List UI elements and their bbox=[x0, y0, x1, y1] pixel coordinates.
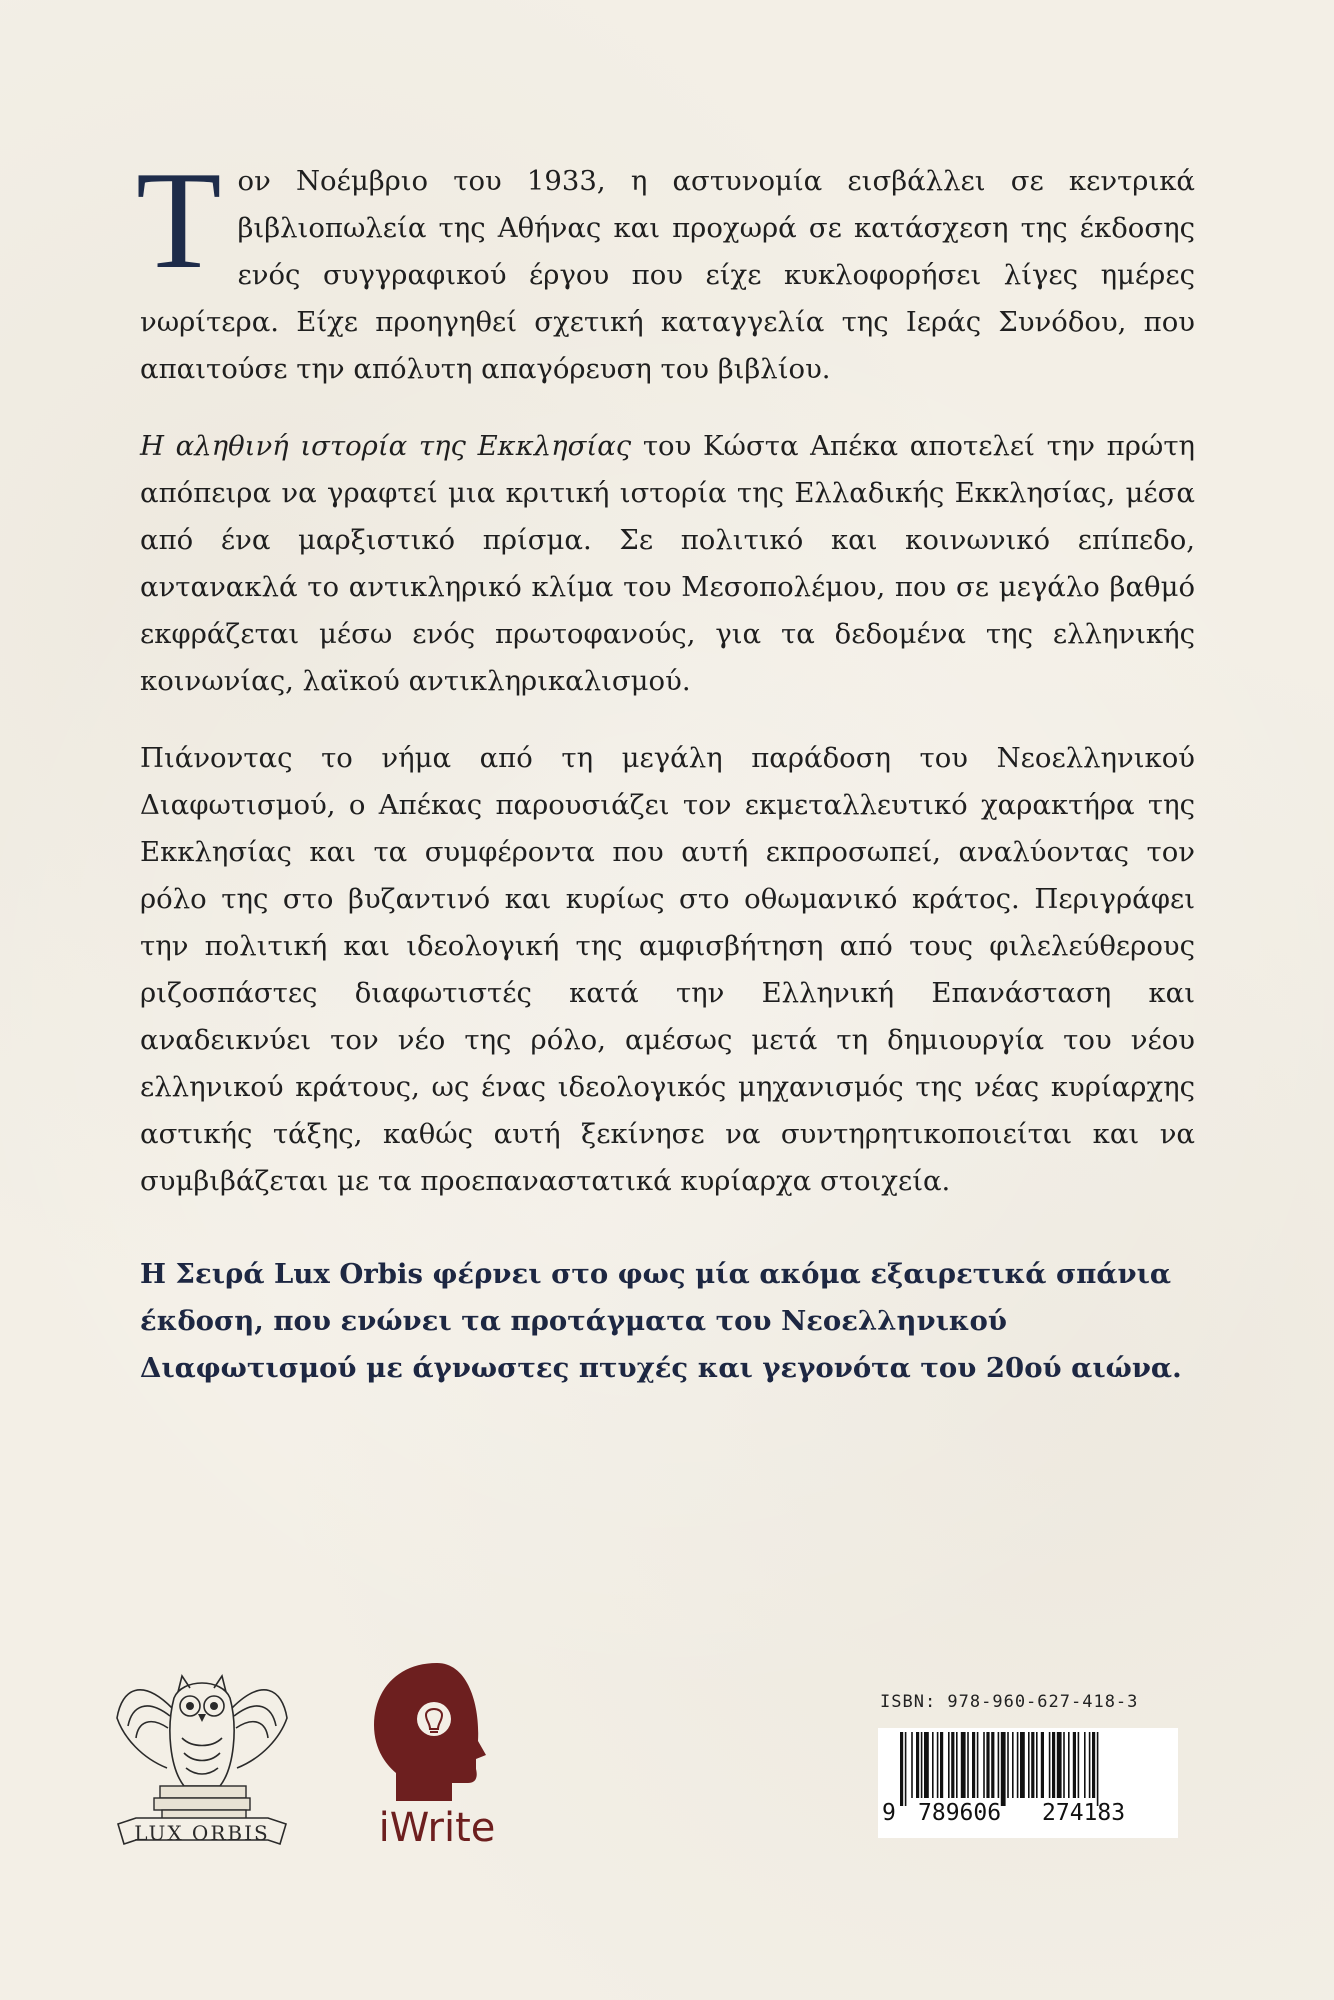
paragraph-2-text: του Κώστα Απέκα αποτελεί την πρώτη απόπειρα να γραφτεί μια κριτική ιστορία της Ελλαδικής Εκκλησίας, μέσα από ένα μαρξιστικό πρίσμα. Σε πολιτικό και κοινωνικό επίπεδο, αντανακλά το αντικληρικό κλίμα του Μεσοπολέμου, που σε μεγάλο βαθμό εκφράζεται μέσω ενός πρωτοφανούς, για τα δεδομένα της ελληνικής κοινωνίας, λαϊκού αντικληρικαλισμού. bbox=[140, 430, 1196, 697]
lux-orbis-label: LUX ORBIS bbox=[134, 1821, 270, 1845]
barcode-bar bbox=[951, 1732, 954, 1798]
barcode-bar bbox=[1049, 1732, 1051, 1798]
barcode-bar bbox=[967, 1732, 969, 1798]
barcode-bars bbox=[900, 1732, 1156, 1806]
isbn-label: ISBN: 978-960-627-418-3 bbox=[880, 1692, 1139, 1712]
barcode-bar bbox=[900, 1732, 903, 1806]
barcode-bar bbox=[924, 1732, 929, 1798]
barcode-bar bbox=[1012, 1732, 1014, 1798]
barcode-bar bbox=[905, 1732, 907, 1806]
barcode-bar bbox=[1057, 1732, 1062, 1798]
barcode-bar bbox=[911, 1732, 913, 1798]
barcode-bar bbox=[921, 1732, 923, 1798]
barcode-bar bbox=[972, 1732, 975, 1798]
lux-orbis-logo bbox=[112, 1648, 292, 1856]
barcode-digit-group-2: 274183 bbox=[1042, 1800, 1126, 1826]
barcode-bar bbox=[1097, 1732, 1099, 1806]
barcode-bar bbox=[1001, 1732, 1006, 1806]
series-statement: Η Σειρά Lux Orbis φέρνει στο φως μία ακόμα εξαιρετικά σπάνια έκδοση, που ενώνει τα προτάγματα του Νεοελληνικού Διαφωτισμού με άγνωστες πτυχές και γεγονότα του 20ού αιώνα. bbox=[140, 1258, 1182, 1384]
barcode-bar bbox=[1063, 1732, 1065, 1798]
barcode-bar bbox=[1031, 1732, 1034, 1798]
barcode-bar bbox=[961, 1732, 966, 1798]
barcode-bar bbox=[1089, 1732, 1091, 1798]
barcode-bar bbox=[916, 1732, 919, 1798]
barcode-bar bbox=[986, 1732, 989, 1798]
barcode-bar bbox=[983, 1732, 985, 1798]
barcode-digit-group-1: 789606 bbox=[918, 1800, 1002, 1826]
barcode-bar bbox=[1068, 1732, 1070, 1798]
book-title-italic: Η αληθινή ιστορία της Εκκλησίας bbox=[140, 430, 632, 462]
barcode-bar bbox=[1036, 1732, 1038, 1798]
barcode-bar bbox=[1084, 1732, 1086, 1798]
iwrite-label: iWrite bbox=[378, 1805, 496, 1851]
barcode-bar bbox=[937, 1732, 939, 1798]
barcode-bar bbox=[1052, 1732, 1055, 1798]
drop-cap: Τ bbox=[136, 143, 222, 298]
barcode-digits bbox=[878, 1800, 1178, 1834]
barcode-bar bbox=[1041, 1732, 1044, 1798]
paragraph-3: Πιάνοντας το νήμα από τη μεγάλη παράδοση του Νεοελληνικού Διαφωτισμού, ο Απέκας παρουσιάζει τον εκμεταλλευτικό χαρακτήρα της Εκκλησίας και τα συμφέροντα που αυτή εκπροσωπεί, αναλύοντας τον ρόλο της στο βυζαντινό και κυρίως στο οθωμανικό κράτος. Περιγράφει την πολιτική και ιδεολογική της αμφισβήτηση από τους φιλελεύθερους ριζοσπάστες διαφωτιστές κατά την Ελληνική Επανάσταση και αναδεικνύει τον νέο της ρόλο, αμέσως μετά τη δημιουργία του νέου ελληνικού κράτους, ως ένας ιδεολογικός μηχανισμός της νέας κυρίαρχης αστικής τάξης, καθώς αυτή ξεκίνησε να συντηρητικοποιείται και να συμβιβάζεται με τα προεπαναστατικά κυρίαρχα στοιχεία. bbox=[140, 742, 1195, 1197]
barcode bbox=[878, 1728, 1178, 1838]
barcode-bar bbox=[998, 1732, 1000, 1798]
barcode-bar bbox=[1020, 1732, 1025, 1798]
barcode-bar bbox=[1078, 1732, 1080, 1798]
blurb-text bbox=[136, 143, 1196, 1422]
iwrite-logo bbox=[352, 1655, 522, 1865]
barcode-bar bbox=[940, 1732, 943, 1798]
paragraph-1-text: ον Νοέμβριο του 1933, η αστυνομία εισβάλλει σε κεντρικά βιβλιοπωλεία της Αθήνας και προχωρά σε κατάσχεση της έκδοσης ενός συγγραφικού έργου που είχε κυκλοφορήσει λίγες ημέρες νωρίτερα. Είχε προηγηθεί σχετική καταγγελία της Ιεράς Συνόδου, που απαιτούσε την απόλυτη απαγόρευση του βιβλίου. bbox=[140, 165, 1195, 385]
barcode-bar bbox=[948, 1732, 950, 1798]
barcode-bar bbox=[1028, 1732, 1030, 1798]
paragraph-2 bbox=[140, 423, 1195, 705]
barcode-digit-first: 9 bbox=[882, 1800, 896, 1826]
paragraph-1 bbox=[136, 143, 1195, 393]
barcode-bar bbox=[956, 1732, 958, 1798]
barcode-bar bbox=[1073, 1732, 1076, 1798]
barcode-bar bbox=[932, 1732, 934, 1798]
barcode-bar bbox=[977, 1732, 979, 1798]
barcode-bar bbox=[1007, 1732, 1009, 1798]
barcode-bar bbox=[991, 1732, 994, 1798]
head-lightbulb-icon bbox=[352, 1655, 522, 1805]
barcode-bar bbox=[1092, 1732, 1095, 1798]
barcode-bar bbox=[1017, 1732, 1019, 1798]
